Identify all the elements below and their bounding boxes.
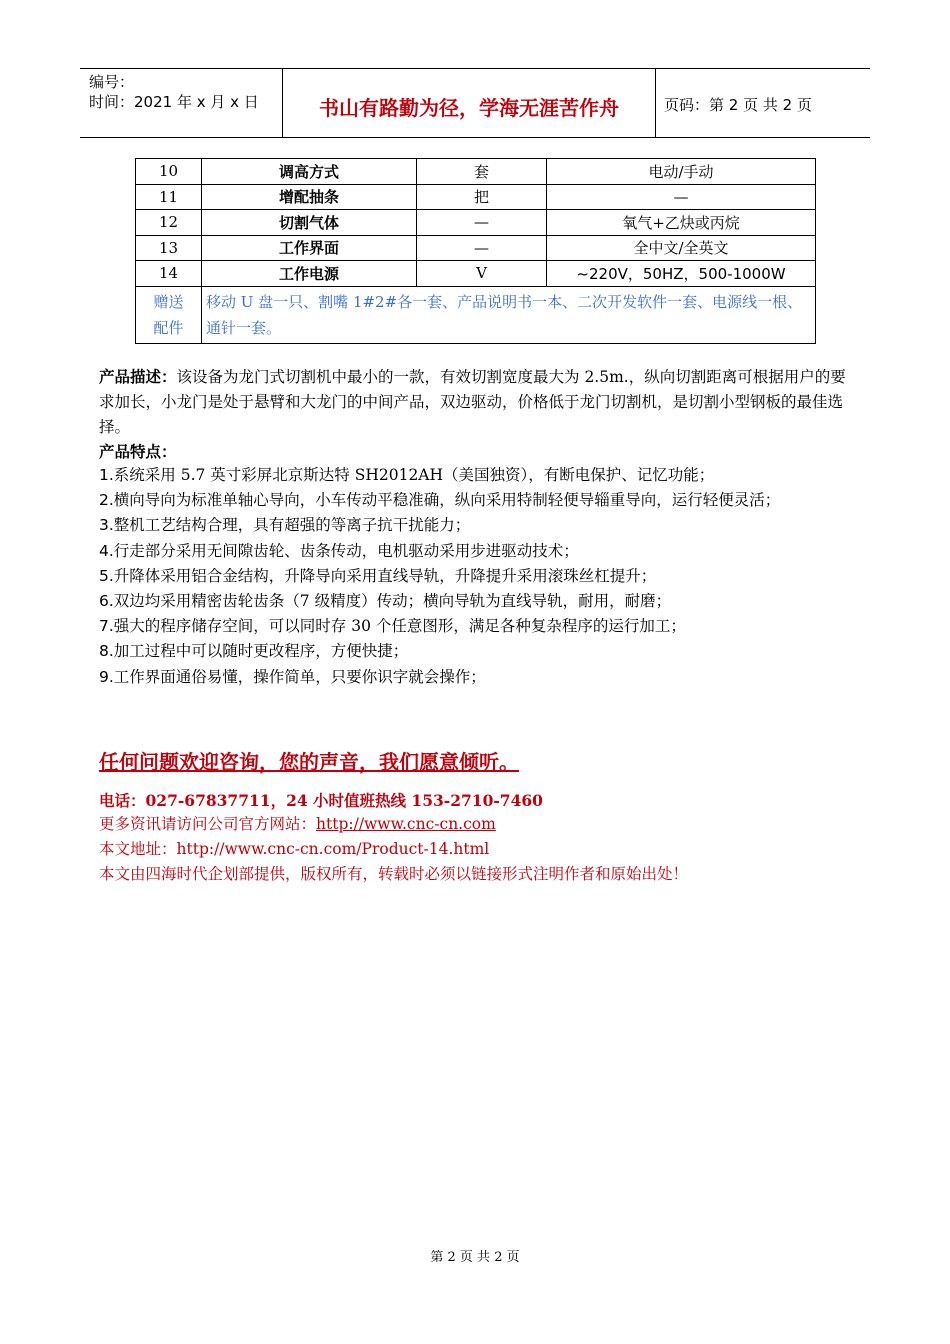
website-link[interactable]: http://www.cnc-cn.com (316, 815, 496, 833)
feature-number: 3. (99, 516, 114, 535)
features-list (99, 463, 780, 690)
header-motto: 书山有路勤为径，学海无涯苦作舟 (319, 96, 619, 120)
list-item (99, 513, 780, 538)
header-page-cell (655, 69, 870, 137)
features-title: 产品特点： (99, 442, 177, 461)
spec-value: 氧气+乙炔或丙烷 (547, 210, 816, 236)
row-number: 14 (136, 261, 202, 287)
spec-value: 电动/手动 (547, 159, 816, 185)
spec-table-body (136, 159, 816, 344)
feature-number: 2. (99, 491, 114, 510)
product-description (99, 364, 859, 440)
feature-text: 加工过程中可以随时更改程序，方便快捷； (113, 642, 409, 661)
list-item (99, 589, 780, 614)
list-item (99, 564, 780, 589)
list-item (99, 639, 780, 664)
list-item (99, 488, 780, 513)
feature-text: 行走部分采用无间隙齿轮、齿条传动，电机驱动采用步进驱动技术； (113, 541, 579, 560)
spec-unit: — (417, 210, 547, 236)
row-number: 10 (136, 159, 202, 185)
feature-text: 强大的程序储存空间，可以同时存 30 个任意图形，满足各种复杂程序的运行加工； (113, 617, 686, 636)
table-row (136, 184, 816, 210)
spec-value: 全中文/全英文 (547, 235, 816, 261)
table-row (136, 159, 816, 185)
feature-number: 5. (99, 566, 114, 585)
table-row (136, 235, 816, 261)
contact-headline: 任何问题欢迎咨询，您的声音，我们愿意倾听。 (99, 750, 519, 774)
page-footer: 第 2 页 共 2 页 (430, 1250, 520, 1265)
gift-label-line-1: 赠送 (153, 292, 184, 311)
spec-unit: — (417, 235, 547, 261)
contact-phone: 电话：027-67837711，24 小时值班热线 153-2710-7460 (99, 791, 543, 810)
gift-label (136, 286, 202, 343)
list-item (99, 463, 780, 488)
feature-text: 双边均采用精密齿轮齿条（7 级精度）传动；横向导轨为直线导轨，耐用，耐磨； (113, 592, 672, 611)
spec-value: ~220V，50HZ，500-1000W (547, 261, 816, 287)
feature-text: 横向导向为标准单轴心导向，小车传动平稳准确，纵向采用特制轻便导辎重导向，运行轻便灵活； (113, 491, 781, 510)
table-row (136, 210, 816, 236)
description-text: 该设备为龙门式切割机中最小的一款，有效切割宽度最大为 2.5m.，纵向切割距离可根据用户的要求加长，小龙门是处于悬臂和大龙门的中间产品，双边驱动，价格低于龙门切割机，是切割小型钢板的最佳选择。 (99, 368, 846, 436)
article-address: 本文地址：http://www.cnc-cn.com/Product-14.html (99, 840, 490, 858)
feature-text: 整机工艺结构合理，具有超强的等离子抗干扰能力； (113, 516, 471, 535)
gift-row (136, 286, 816, 343)
website-label: 更多资讯请访问公司官方网站： (99, 815, 317, 833)
table-row (136, 261, 816, 287)
spec-table (135, 158, 816, 344)
spec-name: 切割气体 (202, 210, 417, 236)
row-number: 13 (136, 235, 202, 261)
feature-number: 8. (99, 642, 114, 661)
contact-website (99, 812, 496, 837)
feature-number: 7. (99, 617, 114, 636)
spec-unit: 套 (417, 159, 547, 185)
copyright-notice: 本文由四海时代企划部提供，版权所有，转载时必须以链接形式注明作者和原始出处！ (99, 865, 689, 883)
spec-name: 增配抽条 (202, 184, 417, 210)
list-item (99, 539, 780, 564)
gift-text: 移动 U 盘一只、割嘴 1#2#各一套、产品说明书一本、二次开发软件一套、电源线一根、通针一套。 (202, 286, 816, 343)
spec-name: 工作界面 (202, 235, 417, 261)
header-left-cell (80, 69, 282, 137)
spec-unit: V (417, 261, 547, 287)
header-page-label: 页码：第 2 页 共 2 页 (664, 96, 812, 114)
gift-label-line-2: 配件 (153, 318, 184, 337)
document-time-label: 时间：2021 年 x 月 x 日 (89, 93, 259, 111)
feature-text: 升降体采用铝合金结构，升降导向采用直线导轨，升降提升采用滚珠丝杠提升； (113, 566, 657, 585)
spec-unit: 把 (417, 184, 547, 210)
feature-number: 4. (99, 541, 114, 560)
description-label: 产品描述： (99, 367, 177, 386)
row-number: 12 (136, 210, 202, 236)
feature-number: 1. (99, 466, 114, 484)
feature-text: 系统采用 5.7 英寸彩屏北京斯达特 SH2012AH（美国独资），有断电保护、记忆功能； (113, 466, 715, 484)
list-item (99, 614, 780, 639)
spec-name: 工作电源 (202, 261, 417, 287)
feature-text: 工作界面通俗易懂，操作简单，只要你识字就会操作； (113, 667, 486, 686)
feature-number: 9. (99, 667, 114, 686)
list-item (99, 665, 780, 690)
document-number-label: 编号： (89, 73, 135, 91)
header-motto-cell (282, 69, 656, 137)
spec-name: 调高方式 (202, 159, 417, 185)
spec-value: — (547, 184, 816, 210)
feature-number: 6. (99, 592, 114, 611)
row-number: 11 (136, 184, 202, 210)
page-header (80, 68, 870, 138)
